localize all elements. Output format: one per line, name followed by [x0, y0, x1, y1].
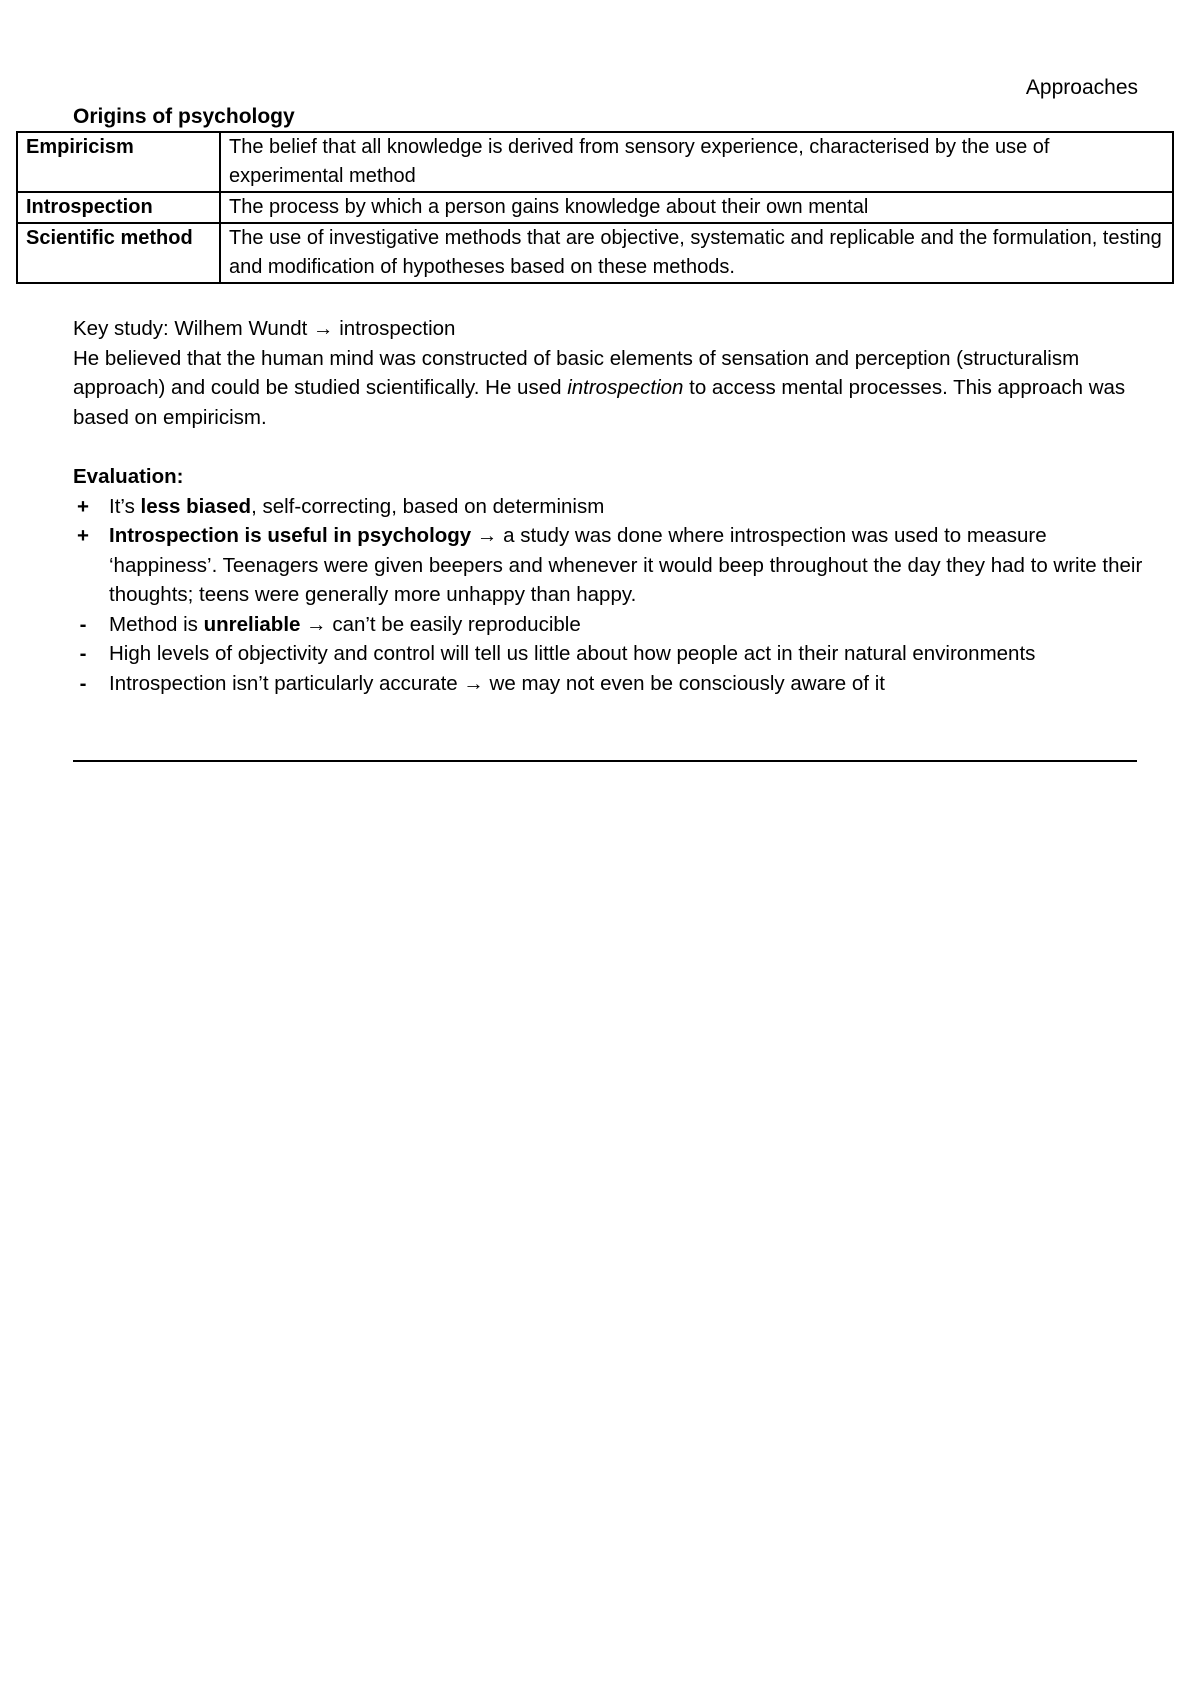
minus-icon: - [79, 612, 87, 636]
minus-icon: - [79, 642, 87, 665]
plus-icon: + [77, 494, 89, 518]
term-cell: Introspection [17, 192, 220, 223]
horizontal-divider [73, 760, 1137, 762]
point-bold-text: Introspection is useful in psychology [109, 524, 472, 547]
table-row [17, 223, 1173, 283]
point-text: , self-correcting, based on determinism [251, 494, 605, 518]
paragraph-text: He believed that the human mind was constructed of basic elements of sensation and perception (structuralism approach) and could be studied scientifically. He used [73, 346, 1080, 399]
definition-cell: The process by which a person gains knowledge about their own mental [220, 192, 1173, 223]
section-title: Origins of psychology [73, 105, 295, 128]
table-row [17, 132, 1173, 192]
definitions-table [16, 131, 1174, 284]
point-text: Introspection isn’t particularly accurate → we may not even be consciously aware of it [109, 671, 885, 695]
point-text: It’s [109, 494, 141, 518]
list-item [73, 521, 1143, 610]
point-text: Method is [109, 612, 204, 636]
point-text: → can’t be easily reproducible [300, 612, 581, 636]
evaluation-section [73, 462, 1143, 698]
evaluation-title: Evaluation: [73, 465, 184, 488]
point-text: High levels of objectivity and control will tell us little about how people act in their natural environments [109, 642, 1036, 665]
term-cell: Empiricism [17, 132, 220, 192]
evaluation-list [73, 492, 1143, 699]
table-row [17, 192, 1173, 223]
minus-icon: - [79, 671, 87, 695]
list-item [73, 639, 1143, 669]
key-study-section [73, 314, 1143, 432]
key-study-prefix: Key study: Wilhem Wundt [73, 317, 314, 340]
arrow-icon: → [313, 317, 334, 340]
point-bold-text: less biased [140, 494, 252, 518]
plus-icon: + [77, 524, 89, 547]
key-study-heading [73, 314, 1143, 344]
point-text: → a study was done where introspection was used to measure ‘happiness’. Teenagers were given beepers and whenever it would beep throughout the day they had to write their thoughts; teens were generally more unhappy than happy. [109, 524, 1143, 606]
point-bold-text: unreliable [203, 612, 301, 636]
term-cell: Scientific method [17, 223, 220, 283]
list-item [73, 610, 1143, 640]
list-item [73, 492, 1143, 522]
list-item [73, 669, 1143, 699]
header-label: Approaches [1025, 76, 1138, 99]
key-study-paragraph [73, 344, 1143, 433]
key-study-topic: introspection [333, 317, 456, 340]
definition-cell: The belief that all knowledge is derived from sensory experience, characterised by the use of experimental method [220, 132, 1173, 192]
paragraph-italic-term: introspection [567, 376, 684, 399]
paragraph-text: to access mental processes. This approach was based on empiricism. [73, 376, 1126, 429]
definition-cell: The use of investigative methods that are objective, systematic and replicable and the formulation, testing and modification of hypotheses based on these methods. [220, 223, 1173, 283]
